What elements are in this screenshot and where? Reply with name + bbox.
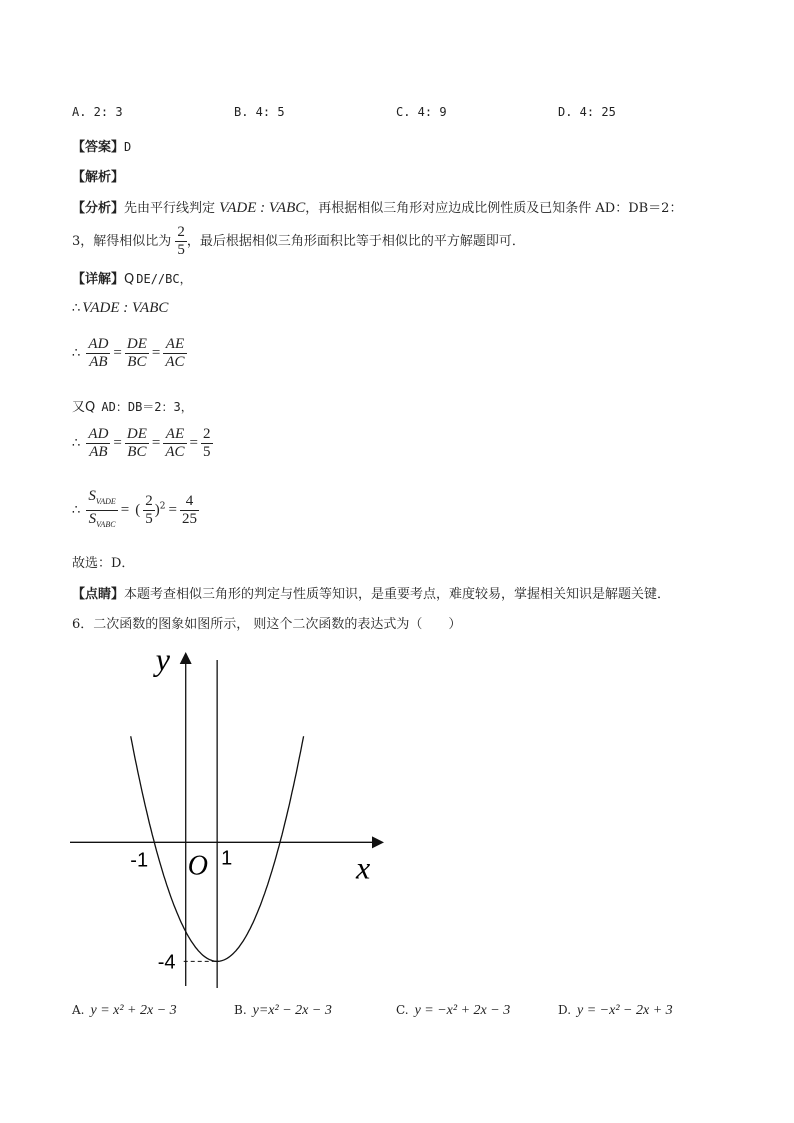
x-axis-label: x — [356, 849, 371, 886]
frac-den: AC — [165, 444, 185, 460]
because-symbol: Q — [85, 400, 96, 415]
frac-den: AB — [89, 444, 108, 460]
option-d: D. 4: 25 — [558, 105, 616, 119]
equals-sign: = — [168, 502, 177, 518]
q6-option-b — [234, 1003, 332, 1019]
xiangjie-line-6 — [72, 488, 199, 533]
fraction-ae-ac — [163, 426, 186, 461]
xiangjie-label: 【详解】 — [72, 272, 125, 287]
xiangjie-line-5 — [72, 426, 213, 461]
tick-label-x-1: 1 — [221, 847, 233, 870]
paren-open: ( — [135, 502, 141, 518]
frac-den: AC — [165, 354, 185, 370]
fraction-de-bc — [125, 426, 149, 461]
option-letter: D. — [558, 1003, 572, 1017]
frac-num: DE — [126, 336, 147, 352]
you-word: 又 — [72, 400, 86, 415]
q6-option-d — [558, 1003, 673, 1019]
fraction-4-25 — [180, 493, 199, 528]
option-a: A. 2: 3 — [72, 105, 123, 119]
equals-sign: = — [151, 345, 161, 361]
paren-close: ) — [154, 502, 160, 518]
option-formula: y=x² − 2x − 3 — [252, 1003, 332, 1018]
therefore-symbol: ∴ — [72, 346, 81, 361]
analysis-heading: 【解析】 — [72, 170, 125, 185]
origin-label: O — [187, 850, 208, 882]
option-c: C. 4: 9 — [396, 105, 447, 119]
answer-value: D — [124, 140, 132, 154]
choose-line: 故选：D． — [72, 556, 135, 571]
q6-option-a — [72, 1003, 177, 1019]
therefore-symbol: ∴ — [72, 301, 81, 316]
xiangjie-condition: DE//BC， — [136, 272, 192, 286]
because-symbol: Q — [124, 272, 135, 287]
parabola-graph — [60, 640, 390, 1000]
exponent: 2 — [159, 501, 166, 512]
fenxi-similarity: VADE : VABC — [219, 200, 306, 216]
option-letter: A. — [72, 1003, 85, 1017]
fenxi-text-3: 3，解得相似比为 — [72, 234, 172, 249]
frac-num: 4 — [180, 493, 199, 511]
frac-num: AD — [88, 426, 109, 442]
area-sub-ade: VADE — [95, 497, 116, 506]
option-letter: B. — [234, 1003, 247, 1017]
similarity-statement: VADE : VABC — [82, 300, 169, 316]
answer-line — [72, 136, 131, 155]
fraction-ad-ab — [86, 426, 110, 461]
fraction-2-5 — [143, 493, 155, 528]
frac-den: BC — [127, 444, 147, 460]
xiangjie-line-4 — [72, 396, 193, 415]
fenxi-text-4: ，最后根据相似三角形面积比等于相似比的平方解题即可． — [186, 234, 525, 249]
frac-num: AE — [163, 426, 186, 444]
dianjing-label: 【点睛】 — [72, 587, 125, 602]
answer-label: 【答案】 — [72, 140, 125, 155]
frac-den: 5 — [177, 242, 185, 258]
dianjing-text: 本题考查相似三角形的判定与性质等知识，是重要考点，难度较易，掌握相关知识是解题关键． — [124, 587, 671, 602]
xiangjie-line-1 — [72, 268, 192, 287]
equals-sign: = — [113, 435, 122, 451]
area-s: S — [88, 488, 96, 504]
option-letter: C. — [396, 1003, 409, 1017]
option-formula: y = x² + 2x − 3 — [90, 1003, 177, 1018]
frac-num: 2 — [145, 493, 153, 509]
fenxi-text-2: ，再根据相似三角形对应边成比例性质及已知条件 AD：DB＝2： — [305, 201, 683, 216]
q6-option-c — [396, 1003, 510, 1019]
equals-sign: = — [120, 502, 130, 518]
option-b: B. 4: 5 — [234, 105, 285, 119]
fenxi-line-1 — [72, 197, 682, 217]
option-formula: y = −x² + 2x − 3 — [414, 1003, 511, 1018]
frac-num: 2 — [203, 426, 211, 442]
frac-num: AD — [88, 336, 109, 352]
frac-den: 25 — [181, 511, 197, 527]
equals-sign: = — [151, 435, 161, 451]
area-s: S — [88, 511, 97, 527]
fenxi-text-1: 先由平行线判定 — [124, 201, 216, 216]
fraction-ad-ab — [86, 336, 110, 371]
dianjing-line — [72, 583, 670, 602]
equals-sign: = — [113, 345, 122, 361]
fenxi-label: 【分析】 — [72, 201, 125, 216]
ratio-condition: AD：DB＝2：3， — [101, 400, 193, 414]
frac-den: AB — [89, 354, 108, 370]
frac-num: DE — [126, 426, 147, 442]
fraction-de-bc — [125, 336, 149, 371]
equals-sign: = — [189, 435, 198, 451]
frac-den: 5 — [145, 511, 153, 527]
fenxi-ratio-fraction — [175, 224, 187, 259]
xiangjie-line-2 — [72, 300, 168, 317]
therefore-symbol: ∴ — [72, 436, 81, 451]
q6-stem: 6．二次函数的图象如图所示， 则这个二次函数的表达式为（ ） — [72, 617, 462, 632]
area-sub-abc: VABC — [96, 520, 116, 529]
tick-label-y-neg4: -4 — [157, 951, 176, 974]
tick-label-x-neg1: -1 — [130, 849, 149, 872]
fenxi-line-2 — [72, 224, 525, 259]
fraction-2-5 — [201, 426, 213, 461]
frac-den: 5 — [203, 444, 211, 460]
area-ratio-fraction — [86, 488, 117, 533]
y-axis-label: y — [155, 641, 170, 677]
xiangjie-line-3 — [72, 336, 187, 371]
frac-num: 2 — [177, 224, 185, 240]
frac-num: AE — [163, 336, 186, 354]
therefore-symbol: ∴ — [72, 503, 81, 518]
option-formula: y = −x² − 2x + 3 — [577, 1003, 673, 1018]
frac-den: BC — [127, 354, 147, 370]
fraction-ae-ac — [163, 336, 186, 371]
